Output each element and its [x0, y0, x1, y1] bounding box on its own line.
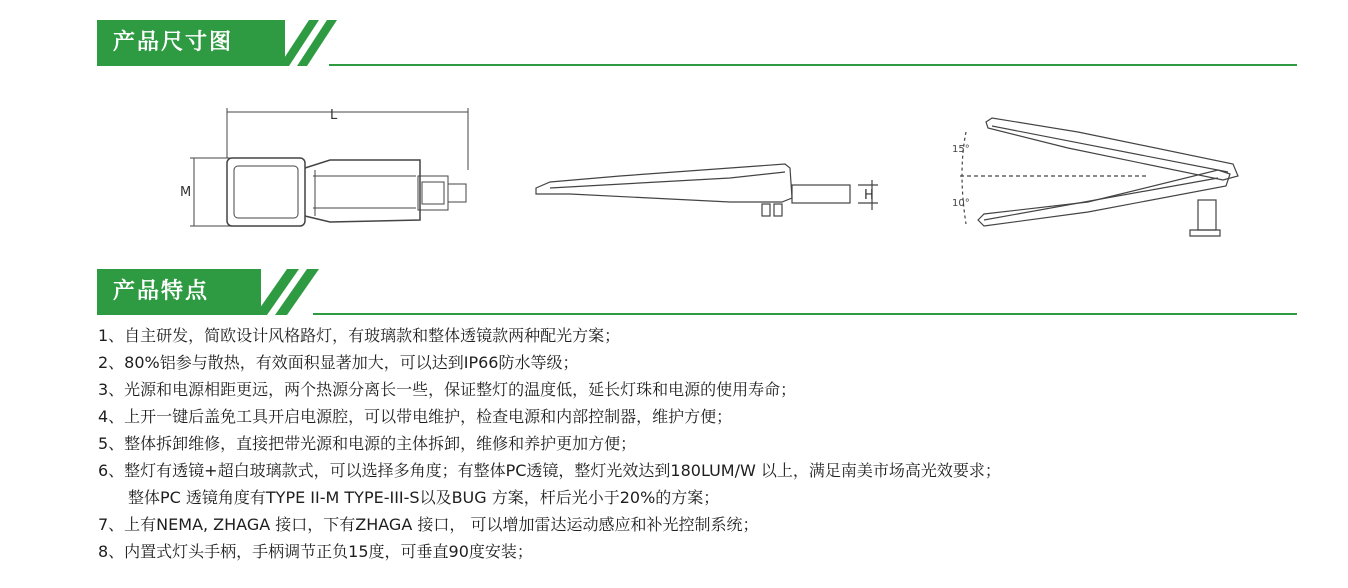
features-list [98, 322, 1338, 565]
width-label: M [180, 185, 192, 200]
feature-item: 2、80%铝参与散热，有效面积显著加大，可以达到IP66防水等级； [98, 353, 579, 372]
section-title-dimensions: 产品尺寸图 [97, 20, 285, 66]
top-view-drawing [170, 100, 480, 240]
side-view-drawing [530, 150, 890, 225]
feature-item: 8、内置式灯头手柄，手柄调节正负15度，可垂直90度安装； [98, 542, 533, 561]
length-label: L [330, 108, 338, 123]
section-rule [313, 313, 1297, 315]
feature-item: 1、自主研发，简欧设计风格路灯，有玻璃款和整体透镜款两种配光方案； [98, 326, 621, 345]
feature-item: 5、整体拆卸维修，直接把带光源和电源的主体拆卸，维修和养护更加方便； [98, 434, 637, 453]
section-title-features: 产品特点 [97, 269, 261, 315]
header-stripes-icon [257, 20, 337, 66]
feature-item: 6、整灯有透镜+超白玻璃款式，可以选择多角度；有整体PC透镜，整灯光效达到180LUM/W 以上，满足南美市场高光效要求； [98, 461, 1001, 480]
feature-item: 4、上开一键后盖免工具开启电源腔，可以带电维护，检查电源和内部控制器，维护方便； [98, 407, 733, 426]
section-rule [329, 64, 1297, 66]
height-label: H [864, 188, 874, 203]
feature-item: 7、上有NEMA, ZHAGA 接口，下有ZHAGA 接口， 可以增加雷达运动感应和补光控制系统； [98, 515, 759, 534]
down-angle-label: 10° [952, 198, 970, 209]
feature-item-continuation: 整体PC 透镜角度有TYPE II-M TYPE-III-S以及BUG 方案，杆后光小于20%的方案； [128, 488, 720, 507]
up-angle-label: 15° [952, 144, 970, 155]
tilt-angle-drawing [948, 112, 1248, 242]
header-stripes-icon [235, 269, 325, 315]
feature-item: 3、光源和电源相距更远，两个热源分离长一些，保证整灯的温度低，延长灯珠和电源的使用寿命； [98, 380, 797, 399]
